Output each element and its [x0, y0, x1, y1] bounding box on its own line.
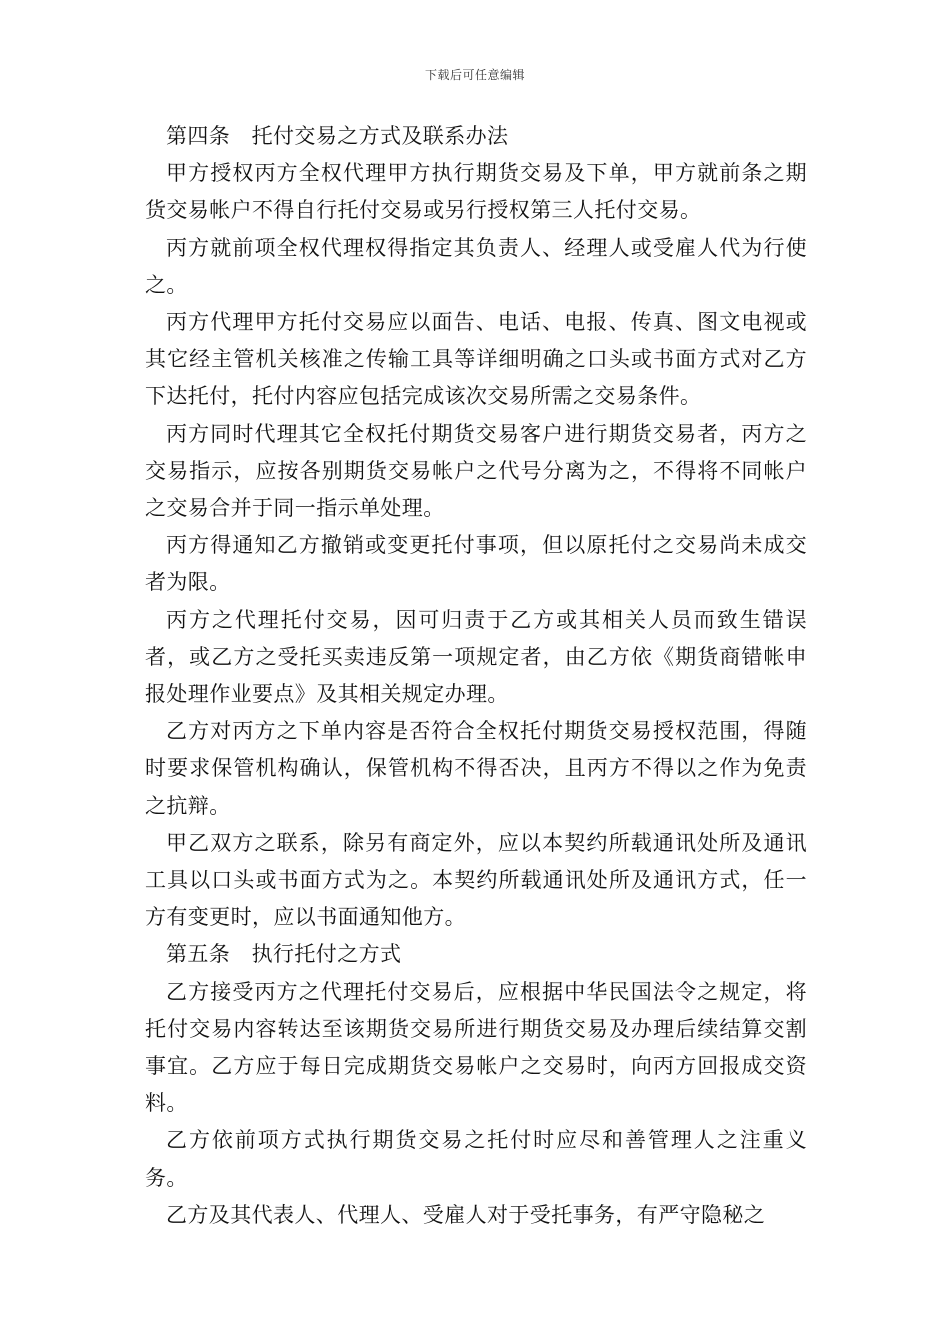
paragraph: 丙方代理甲方托付交易应以面告、电话、电报、传真、图文电视或其它经主管机关核准之传输工具等详细明确之口头或书面方式对乙方下达托付，托付内容应包括完成该次交易所需之交易条件。	[145, 310, 807, 409]
paragraph: 乙方对丙方之下单内容是否符合全权托付期货交易授权范围，得随时要求保管机构确认，保管机构不得否决，且丙方不得以之作为免责之抗辩。	[145, 719, 807, 818]
paragraph: 乙方接受丙方之代理托付交易后，应根据中华民国法令之规定，将托付交易内容转达至该期货交易所进行期货交易及办理后续结算交割事宜。乙方应于每日完成期货交易帐户之交易时，向丙方回报成交资料。	[145, 979, 807, 1116]
article-4-heading: 第四条 托付交易之方式及联系办法	[166, 124, 509, 148]
paragraph: 丙方得通知乙方撤销或变更托付事项，但以原托付之交易尚未成交者为限。	[145, 533, 807, 595]
paragraph: 甲方授权丙方全权代理甲方执行期货交易及下单，甲方就前条之期货交易帐户不得自行托付交易或另行授权第三人托付交易。	[145, 161, 807, 223]
paragraph: 乙方及其代表人、代理人、受雇人对于受托事务，有严守隐秘之	[166, 1202, 766, 1227]
paragraph: 乙方依前项方式执行期货交易之托付时应尽和善管理人之注重义务。	[145, 1128, 807, 1190]
paragraph: 甲乙双方之联系，除另有商定外，应以本契约所载通讯处所及通讯工具以口头或书面方式为之。本契约所载通讯处所及通讯方式，任一方有变更时，应以书面通知他方。	[145, 830, 807, 930]
paragraph: 丙方就前项全权代理权得指定其负责人、经理人或受雇人代为行使之。	[145, 235, 807, 297]
article-5-heading: 第五条 执行托付之方式	[166, 942, 402, 967]
paragraph: 丙方之代理托付交易，因可归责于乙方或其相关人员而致生错误者，或乙方之受托买卖违反第一项规定者，由乙方依《期货商错帐申报处理作业要点》及其相关规定办理。	[145, 607, 807, 707]
header-note: 下载后可任意编辑	[424, 68, 525, 82]
document-body	[145, 118, 807, 1234]
paragraph: 丙方同时代理其它全权托付期货交易客户进行期货交易者，丙方之交易指示，应按各别期货交易帐户之代号分离为之，不得将不同帐户之交易合并于同一指示单处理。	[145, 421, 807, 521]
